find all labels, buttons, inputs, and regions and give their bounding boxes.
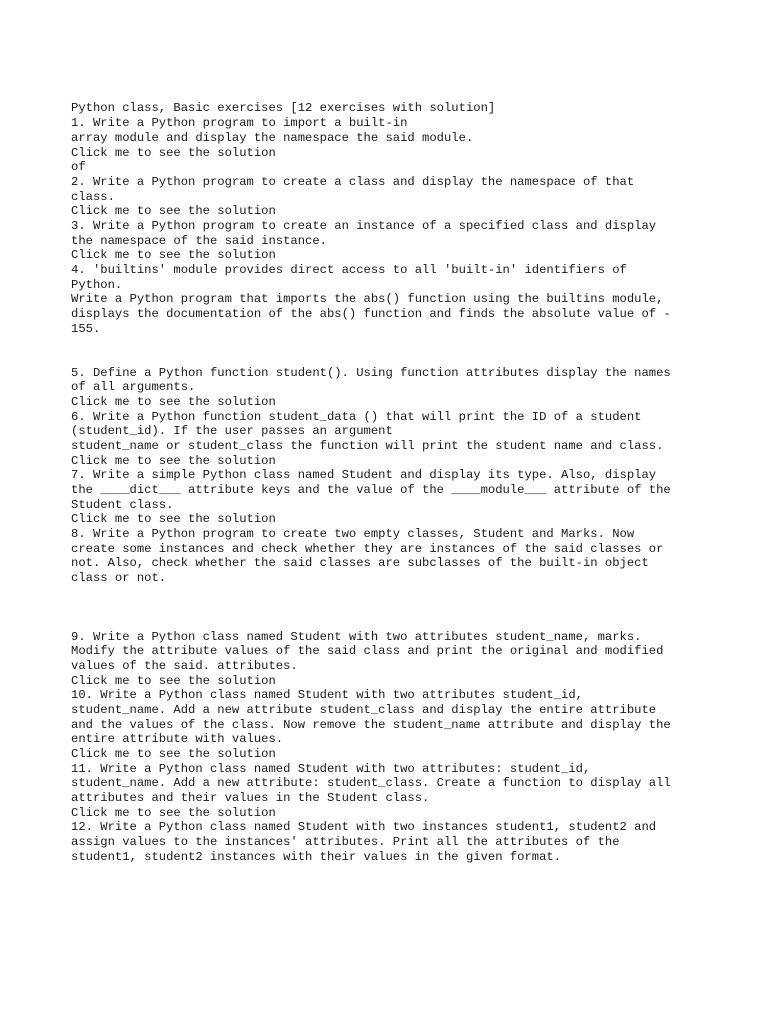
exercise-1-text: array module and display the namespace the said module. — [71, 131, 474, 145]
exercise-7-text: 7. Write a simple Python class named Student and display its type. Also, display — [71, 468, 657, 482]
exercise-3-text: the namespace of the said instance. — [71, 234, 327, 248]
exercise-10-text: and the values of the class. Now remove the student_name attribute and display the — [71, 718, 671, 732]
exercise-4-text: displays the documentation of the abs() function and finds the absolute value of - — [71, 307, 671, 321]
exercise-4-text: Write a Python program that imports the abs() function using the builtins module, — [71, 292, 664, 306]
exercise-9-text: values of the said. attributes. — [71, 659, 298, 673]
exercise-11-text: attributes and their values in the Student class. — [71, 791, 430, 805]
solution-link-1[interactable]: Click me to see the solution — [71, 146, 276, 160]
exercise-4-text: 155. — [71, 322, 101, 336]
document-title: Python class, Basic exercises [12 exercises with solution] — [71, 101, 496, 115]
exercise-8-text: class or not. — [71, 571, 167, 585]
exercise-8-text: 8. Write a Python program to create two empty classes, Student and Marks. Now — [71, 527, 635, 541]
exercise-5-text: 5. Define a Python function student(). Using function attributes display the names — [71, 366, 671, 380]
exercise-10-text: 10. Write a Python class named Student with two attributes student_id, — [71, 688, 583, 702]
exercise-2-text: 2. Write a Python program to create a class and display the namespace of that — [71, 175, 635, 189]
solution-link-11[interactable]: Click me to see the solution — [71, 806, 276, 820]
exercise-1-text: of — [71, 160, 86, 174]
exercise-1-text: 1. Write a Python program to import a built-in — [71, 116, 408, 130]
solution-link-10[interactable]: Click me to see the solution — [71, 747, 276, 761]
exercise-2-text: class. — [71, 190, 115, 204]
exercise-10-text: entire attribute with values. — [71, 732, 284, 746]
exercise-5-text: of all arguments. — [71, 380, 196, 394]
exercise-4-text: Python. — [71, 278, 123, 292]
exercise-12-text: student1, student2 instances with their values in the given format. — [71, 850, 562, 864]
exercise-9-text: 9. Write a Python class named Student with two attributes student_name, marks. — [71, 630, 642, 644]
solution-link-6[interactable]: Click me to see the solution — [71, 454, 276, 468]
exercise-6-text: (student_id). If the user passes an argument — [71, 424, 393, 438]
exercise-7-text: the ____dict___ attribute keys and the value of the ____module___ attribute of the — [71, 483, 671, 497]
exercise-7-text: Student class. — [71, 498, 174, 512]
solution-link-5[interactable]: Click me to see the solution — [71, 395, 276, 409]
exercise-11-text: 11. Write a Python class named Student with two attributes: student_id, — [71, 762, 591, 776]
exercise-6-text: student_name or student_class the function will print the student name and class. — [71, 439, 664, 453]
exercise-12-text: 12. Write a Python class named Student with two instances student1, student2 and — [71, 820, 657, 834]
solution-link-2[interactable]: Click me to see the solution — [71, 204, 276, 218]
solution-link-3[interactable]: Click me to see the solution — [71, 248, 276, 262]
solution-link-9[interactable]: Click me to see the solution — [71, 674, 276, 688]
exercise-4-text: 4. 'builtins' module provides direct access to all 'built-in' identifiers of — [71, 263, 627, 277]
exercise-6-text: 6. Write a Python function student_data () that will print the ID of a student — [71, 410, 642, 424]
exercise-10-text: student_name. Add a new attribute student_class and display the entire attribute — [71, 703, 657, 717]
exercise-8-text: not. Also, check whether the said classes are subclasses of the built-in object — [71, 556, 649, 570]
exercise-9-text: Modify the attribute values of the said class and print the original and modified — [71, 644, 664, 658]
exercise-12-text: assign values to the instances' attributes. Print all the attributes of the — [71, 835, 620, 849]
exercise-3-text: 3. Write a Python program to create an instance of a specified class and display — [71, 219, 657, 233]
exercise-11-text: student_name. Add a new attribute: student_class. Create a function to display all — [71, 776, 671, 790]
solution-link-7[interactable]: Click me to see the solution — [71, 512, 276, 526]
exercise-8-text: create some instances and check whether they are instances of the said classes or — [71, 542, 664, 556]
